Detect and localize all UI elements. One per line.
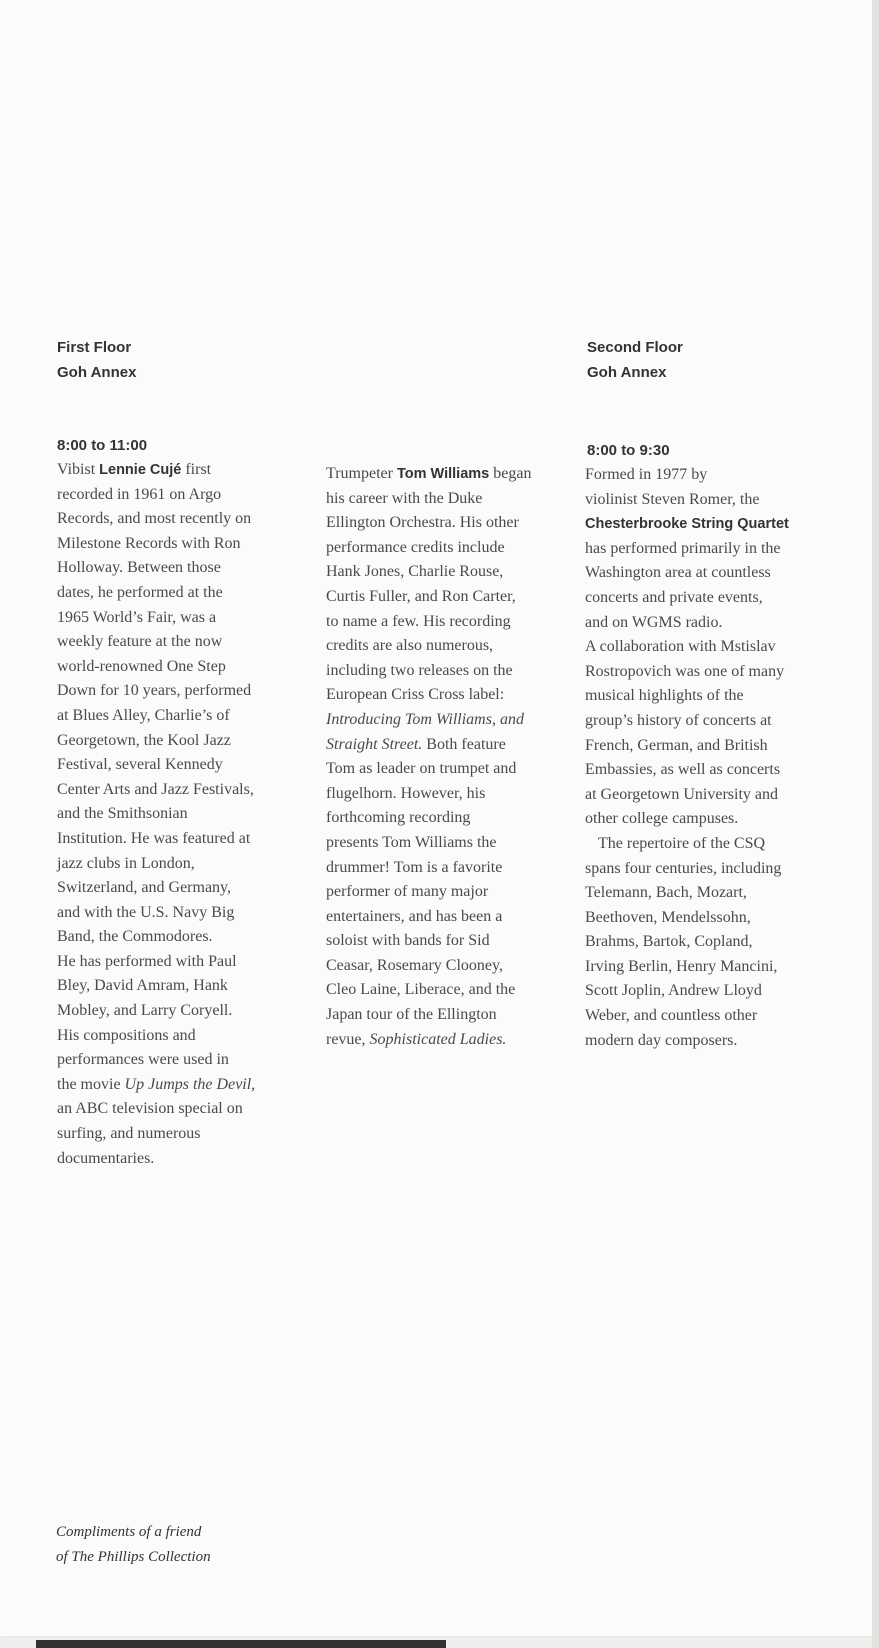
text-segment: spans four centuries, including	[585, 859, 782, 877]
chesterbrooke-quartet-bio	[585, 463, 789, 1053]
text-segment: Festival, several Kennedy	[57, 756, 223, 774]
left-bio-line	[57, 753, 255, 778]
text-segment: Ceasar, Rosemary Clooney,	[326, 956, 503, 974]
text-segment: documentaries.	[57, 1149, 155, 1167]
text-segment: Georgetown, the Kool Jazz	[57, 731, 231, 749]
italic-title: Up Jumps the Devil,	[124, 1075, 256, 1093]
middle-bio-line	[326, 585, 531, 610]
text-segment: Vibist	[57, 461, 100, 478]
text-segment: Embassies, as well as concerts	[585, 761, 781, 779]
text-segment: flugelhorn. However, his	[326, 784, 486, 802]
text-segment: Hank Jones, Charlie Rouse,	[326, 563, 504, 581]
text-segment: jazz clubs in London,	[57, 854, 195, 872]
left-bio-line	[57, 1048, 255, 1073]
text-segment: including two releases on the	[326, 661, 513, 679]
right-bio-line	[585, 758, 789, 783]
right-bio-line	[585, 881, 789, 906]
middle-bio-line	[326, 708, 531, 733]
text-segment: Holloway. Between those	[57, 559, 221, 577]
text-segment: and on WGMS radio.	[585, 613, 723, 631]
footer-line-2: of The Phillips Collection	[56, 1549, 211, 1565]
right-bio-line	[585, 807, 789, 832]
right-bio-line	[585, 955, 789, 980]
right-bio-line	[585, 660, 789, 685]
left-bio-line	[57, 655, 255, 680]
text-segment: Washington area at countless	[585, 564, 771, 582]
left-bio-line	[57, 1073, 255, 1098]
middle-bio-line	[326, 880, 531, 905]
left-bio-line	[57, 1147, 255, 1172]
text-segment: at Georgetown University and	[585, 785, 778, 803]
text-segment: group’s history of concerts at	[585, 711, 772, 729]
italic-title: Introducing Tom Williams, and	[326, 710, 524, 728]
text-segment: Formed in 1977 by	[585, 466, 708, 483]
left-bio-line	[57, 483, 255, 508]
page-edge	[872, 0, 879, 1648]
text-segment: musical highlights of the	[585, 687, 744, 705]
middle-bio-line	[326, 536, 531, 561]
text-segment: weekly feature at the now	[57, 633, 223, 651]
middle-bio-line	[326, 856, 531, 881]
left-bio-line	[57, 1097, 255, 1122]
text-segment: Cleo Laine, Liberace, and the	[326, 981, 516, 999]
middle-bio-line	[326, 634, 531, 659]
middle-bio-line	[326, 560, 531, 585]
footer-credit	[56, 1520, 211, 1570]
left-bio-line	[57, 950, 255, 975]
middle-column	[326, 462, 531, 1052]
left-bio-line	[57, 630, 255, 655]
left-bio-line	[57, 876, 255, 901]
bold-name: Lennie Cujé	[99, 462, 182, 478]
lennie-cuje-bio	[57, 458, 255, 1171]
right-bio-line	[585, 512, 789, 537]
text-segment: performance credits include	[326, 538, 505, 556]
text-segment: the movie	[57, 1075, 125, 1093]
text-segment: performances were used in	[57, 1051, 229, 1069]
left-time: 8:00 to 11:00	[57, 437, 148, 454]
right-bio-line	[585, 832, 789, 857]
middle-bio-line	[326, 733, 531, 758]
middle-bio-line	[326, 905, 531, 930]
middle-bio-line	[326, 462, 531, 487]
text-segment: has performed primarily in the	[585, 539, 781, 557]
text-segment: Ellington Orchestra. His other	[326, 514, 519, 532]
middle-bio-line	[326, 831, 531, 856]
text-segment: and the Smithsonian	[57, 805, 188, 823]
middle-bio-line	[326, 683, 531, 708]
text-segment: an ABC television special on	[57, 1100, 243, 1118]
left-bio-line	[57, 729, 255, 754]
bottom-strip	[36, 1640, 446, 1648]
middle-bio-line	[326, 610, 531, 635]
text-segment: drummer! Tom is a favorite	[326, 858, 503, 876]
text-segment: dates, he performed at the	[57, 583, 223, 601]
text-segment: Beethoven, Mendelssohn,	[585, 908, 751, 926]
right-floor-label: Second Floor	[587, 339, 683, 356]
text-segment: Brahms, Bartok, Copland,	[585, 933, 753, 951]
text-segment: at Blues Alley, Charlie’s of	[57, 706, 230, 724]
text-segment: Irving Berlin, Henry Mancini,	[585, 957, 778, 975]
right-bio-line	[585, 561, 789, 586]
text-segment: entertainers, and has been a	[326, 907, 503, 925]
left-bio-line	[57, 507, 255, 532]
right-bio-line	[585, 635, 789, 660]
left-bio-line	[57, 581, 255, 606]
right-bio-line	[585, 734, 789, 759]
text-segment: surfing, and numerous	[57, 1125, 201, 1143]
text-segment: Switzerland, and Germany,	[57, 879, 232, 897]
middle-bio-line	[326, 1028, 531, 1053]
text-segment: Records, and most recently on	[57, 510, 252, 528]
left-bio-line	[57, 1024, 255, 1049]
text-segment: Japan tour of the Ellington	[326, 1006, 497, 1024]
text-segment: performer of many major	[326, 883, 489, 901]
left-venue-label: Goh Annex	[57, 364, 137, 381]
text-segment: Institution. He was featured at	[57, 829, 251, 847]
text-segment: violinist Steven Romer, the	[585, 490, 760, 508]
text-segment: Weber, and countless other	[585, 1007, 758, 1025]
middle-bio-line	[326, 1003, 531, 1028]
right-bio-line	[585, 709, 789, 734]
bold-name: Tom Williams	[396, 466, 490, 482]
right-bio-line	[585, 488, 789, 513]
left-bio-line	[57, 458, 255, 483]
text-segment: concerts and private events,	[585, 588, 763, 606]
left-bio-line	[57, 679, 255, 704]
text-segment: The repertoire of the CSQ	[598, 834, 766, 852]
text-segment: Tom as leader on trumpet and	[326, 760, 517, 778]
middle-bio-line	[326, 978, 531, 1003]
left-bio-line	[57, 852, 255, 877]
middle-bio-line	[326, 806, 531, 831]
text-segment: to name a few. His recording	[326, 612, 511, 630]
text-segment: Both feature	[422, 735, 506, 753]
left-bio-line	[57, 999, 255, 1024]
text-segment: credits are also numerous,	[326, 637, 494, 655]
right-bio-line	[585, 1004, 789, 1029]
text-segment: Curtis Fuller, and Ron Carter,	[326, 587, 516, 605]
left-bio-line	[57, 1122, 255, 1147]
left-bio-line	[57, 556, 255, 581]
right-bio-line	[585, 684, 789, 709]
text-segment: European Criss Cross label:	[326, 686, 505, 704]
right-bio-line	[585, 930, 789, 955]
text-segment: He has performed with Paul	[57, 952, 237, 970]
text-segment: and with the U.S. Navy Big	[57, 903, 235, 921]
right-bio-line	[585, 906, 789, 931]
text-segment: began	[489, 465, 532, 482]
italic-title: Sophisticated Ladies.	[369, 1030, 507, 1048]
left-bio-line	[57, 974, 255, 999]
middle-bio-line	[326, 954, 531, 979]
right-venue-label: Goh Annex	[587, 364, 667, 381]
text-segment: other college campuses.	[585, 810, 739, 828]
middle-bio-line	[326, 782, 531, 807]
middle-bio-line	[326, 929, 531, 954]
left-bio-line	[57, 532, 255, 557]
text-segment: A collaboration with Mstislav	[585, 638, 776, 656]
text-segment: forthcoming recording	[326, 809, 471, 827]
middle-bio-line	[326, 659, 531, 684]
right-bio-line	[585, 1029, 789, 1054]
text-segment: revue,	[326, 1030, 370, 1048]
text-segment: French, German, and British	[585, 736, 768, 754]
text-segment: presents Tom Williams the	[326, 833, 497, 851]
text-segment: first	[181, 461, 212, 478]
text-segment: Center Arts and Jazz Festivals,	[57, 780, 254, 798]
text-segment: Telemann, Bach, Mozart,	[585, 884, 747, 902]
left-bio-line	[57, 925, 255, 950]
text-segment: modern day composers.	[585, 1031, 738, 1049]
left-bio-line	[57, 778, 255, 803]
left-column	[57, 433, 255, 1171]
text-segment: Scott Joplin, Andrew Lloyd	[585, 982, 762, 1000]
right-bio-line	[585, 537, 789, 562]
text-segment: world-renowned One Step	[57, 657, 226, 675]
left-floor-label: First Floor	[57, 339, 132, 356]
right-bio-line	[585, 857, 789, 882]
tom-williams-bio	[326, 462, 531, 1052]
text-segment: His compositions and	[57, 1026, 196, 1044]
text-segment: Mobley, and Larry Coryell.	[57, 1002, 233, 1020]
text-segment: Trumpeter	[326, 465, 397, 482]
right-bio-line	[585, 979, 789, 1004]
right-time: 8:00 to 9:30	[587, 442, 670, 459]
footer-line-1: Compliments of a friend	[56, 1524, 202, 1540]
right-bio-line	[585, 463, 789, 488]
middle-bio-line	[326, 757, 531, 782]
italic-title: Straight Street.	[326, 735, 423, 753]
middle-bio-line	[326, 487, 531, 512]
bold-name: Chesterbrooke String Quartet	[585, 516, 789, 533]
text-segment: Bley, David Amram, Hank	[57, 977, 228, 995]
middle-bio-line	[326, 511, 531, 536]
text-segment: Band, the Commodores.	[57, 928, 213, 946]
text-segment: recorded in 1961 on Argo	[57, 485, 222, 503]
left-bio-line	[57, 606, 255, 631]
text-segment: Rostropovich was one of many	[585, 662, 785, 680]
left-bio-line	[57, 827, 255, 852]
right-bio-line	[585, 783, 789, 808]
text-segment: 1965 World’s Fair, was a	[57, 608, 217, 626]
right-bio-line	[585, 586, 789, 611]
left-bio-line	[57, 901, 255, 926]
right-bio-line	[585, 611, 789, 636]
right-column	[585, 438, 789, 1053]
text-segment: Down for 10 years, performed	[57, 682, 252, 700]
left-bio-line	[57, 704, 255, 729]
text-segment: soloist with bands for Sid	[326, 932, 490, 950]
left-bio-line	[57, 802, 255, 827]
text-segment: his career with the Duke	[326, 489, 483, 507]
text-segment: Milestone Records with Ron	[57, 534, 241, 552]
